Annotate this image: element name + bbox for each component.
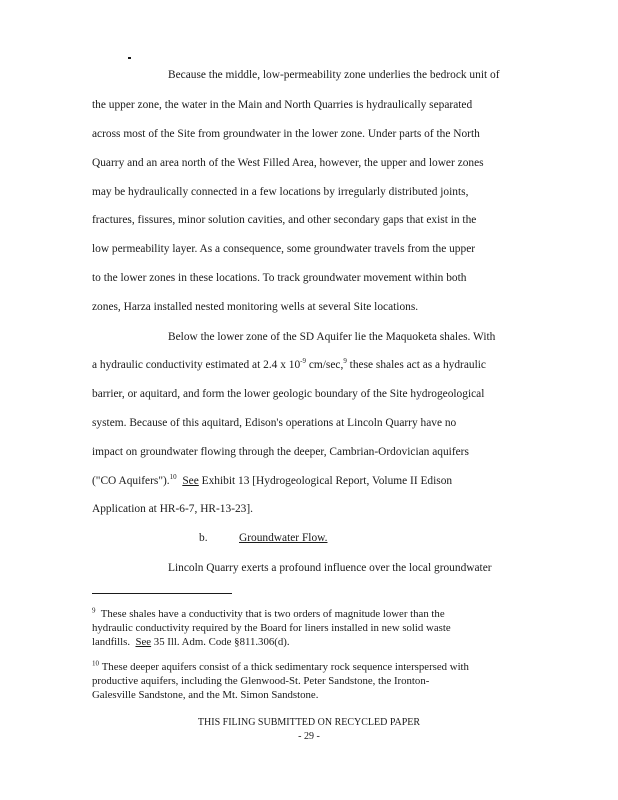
footnote-line: Galesville Sandstone, and the Mt. Simon Sandstone. [92, 689, 319, 701]
body-line: Lincoln Quarry exerts a profound influence over the local groundwater [168, 562, 492, 574]
footnote-9 [92, 608, 445, 621]
body-line: across most of the Site from groundwater in the lower zone. Under parts of the North [92, 128, 480, 140]
section-heading: Groundwater Flow. [239, 532, 328, 544]
heading-letter: b. [199, 532, 208, 544]
body-line: Quarry and an area north of the West Filled Area, however, the upper and lower zones [92, 157, 484, 169]
body-line: Below the lower zone of the SD Aquifer lie the Maquoketa shales. With [168, 331, 496, 343]
body-line: system. Because of this aquitard, Edison's operations at Lincoln Quarry have no [92, 417, 457, 429]
footnote-line: productive aquifers, including the Glenwood-St. Peter Sandstone, the Ironton- [92, 675, 430, 687]
footnote-ref-10[interactable]: 10 [169, 473, 177, 482]
body-line: to the lower zones in these locations. To track groundwater movement within both [92, 272, 467, 284]
body-text: cm/sec, [305, 359, 344, 371]
footnote-divider [92, 593, 232, 594]
body-line: low permeability layer. As a consequence, some groundwater travels from the upper [92, 243, 476, 255]
body-line: may be hydraulically connected in a few locations by irregularly distributed joints, [92, 186, 469, 198]
footnote-text: landfills. [92, 636, 131, 648]
footnote-mark: 9 [92, 606, 96, 615]
see-signal: See [135, 636, 152, 648]
body-line: Application at HR-6-7, HR-13-23]. [92, 503, 254, 515]
scan-speck [128, 57, 131, 59]
body-text: ("CO Aquifers"). [92, 475, 170, 487]
footnote-line: hydraulic conductivity required by the Board for liners installed in new solid waste [92, 622, 451, 634]
see-signal: See [182, 475, 199, 487]
body-text: these shales act as a hydraulic [346, 359, 486, 371]
page-number: - 29 - [298, 731, 320, 742]
footnote-ref-9[interactable]: 9 [343, 357, 347, 366]
footnote-mark: 10 [92, 659, 99, 668]
footnote-text: These shales have a conductivity that is two orders of magnitude lower than the [100, 608, 445, 620]
exponent: -9 [300, 357, 306, 366]
body-line: fractures, fissures, minor solution cavities, and other secondary gaps that exist in the [92, 214, 477, 226]
body-line: impact on groundwater flowing through the deeper, Cambrian-Ordovician aquifers [92, 446, 469, 458]
body-line [92, 474, 452, 488]
body-line [92, 358, 486, 372]
body-line: zones, Harza installed nested monitoring wells at several Site locations. [92, 301, 419, 313]
recycled-paper-notice: THIS FILING SUBMITTED ON RECYCLED PAPER [197, 717, 421, 728]
body-line: the upper zone, the water in the Main and North Quarries is hydraulically separated [92, 99, 473, 111]
footnote-line [92, 636, 290, 649]
footnote-text: 35 Ill. Adm. Code §811.306(d). [151, 636, 290, 648]
body-line: barrier, or aquitard, and form the lower geologic boundary of the Site hydrogeological [92, 388, 485, 400]
footnote-10 [92, 661, 469, 674]
body-text: a hydraulic conductivity estimated at 2.4 x 10 [92, 359, 301, 371]
body-text: Exhibit 13 [Hydrogeological Report, Volume II Edison [198, 475, 453, 487]
body-line: Because the middle, low-permeability zone underlies the bedrock unit of [168, 69, 500, 81]
footnote-text: These deeper aquifers consist of a thick sedimentary rock sequence interspersed with [101, 661, 469, 673]
